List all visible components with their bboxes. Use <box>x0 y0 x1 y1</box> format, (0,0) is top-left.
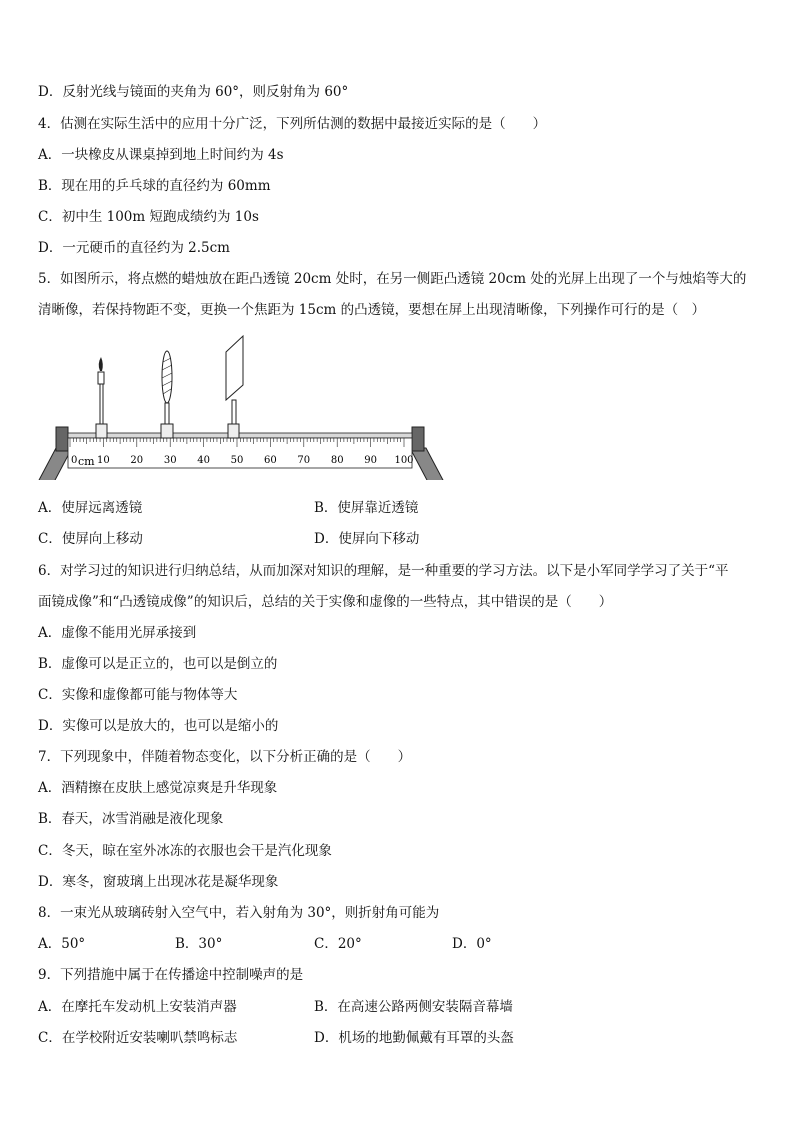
q6-option-d: D．实像可以是放大的，也可以是缩小的 <box>38 718 279 734</box>
right-leg <box>410 448 444 480</box>
ruler-tick-label: 60 <box>264 455 277 466</box>
ruler-tick-label: 40 <box>197 455 210 466</box>
ruler-tick-label: 90 <box>364 455 377 466</box>
q8-option-a: A．50° <box>38 936 86 952</box>
candle <box>96 357 107 438</box>
ruler-unit: cm <box>78 455 95 468</box>
q4-option-c: C．初中生 100m 短跑成绩约为 10s <box>38 209 259 225</box>
q5-stem-line1: 5．如图所示，将点燃的蜡烛放在距凸透镜 20cm 处时，在另一侧距凸透镜 20cm 处的光屏上出现了一个与烛焰等大的 <box>38 271 747 287</box>
q4-option-b: B．现在用的乒乓球的直径约为 60mm <box>38 178 271 194</box>
ruler-tick-label: 10 <box>97 455 110 466</box>
q6-option-c: C．实像和虚像都可能与物体等大 <box>38 687 238 703</box>
screen-panel <box>226 336 243 400</box>
q9-option-d: D．机场的地勤佩戴有耳罩的头盔 <box>314 1030 514 1046</box>
q6-option-a: A．虚像不能用光屏承接到 <box>38 625 197 641</box>
q9-option-a: A．在摩托车发动机上安装消声器 <box>38 999 237 1015</box>
q9-option-b: B．在高速公路两侧安装隔音幕墙 <box>314 999 513 1015</box>
q3-option-d: D．反射光线与镜面的夹角为 60°，则反射角为 60° <box>38 84 349 100</box>
screen-holder <box>228 424 239 438</box>
ruler-tick-label: 80 <box>330 455 344 466</box>
q7-option-d: D．寒冬，窗玻璃上出现冰花是凝华现象 <box>38 874 279 890</box>
right-end-block <box>412 427 424 451</box>
q8-option-b: B．30° <box>175 936 223 952</box>
screen-stand <box>232 400 236 424</box>
q7-stem: 7．下列现象中，伴随着物态变化，以下分析正确的是（ ） <box>38 749 412 765</box>
ruler-tick-label: 70 <box>297 455 311 466</box>
ruler-tick-label: 30 <box>163 455 177 466</box>
q5-option-d: D．使屏向下移动 <box>314 531 420 547</box>
q5-option-a: A．使屏远离透镜 <box>38 500 143 516</box>
light-screen <box>226 336 243 438</box>
ruler-tick-label: 0 <box>71 455 78 466</box>
q4-option-d: D．一元硬币的直径约为 2.5cm <box>38 240 230 256</box>
q5-option-c: C．使屏向上移动 <box>38 531 143 547</box>
optical-bench-figure <box>36 330 446 480</box>
q4-stem: 4．估测在实际生活中的应用十分广泛，下列所估测的数据中最接近实际的是（ ） <box>38 116 547 132</box>
q8-stem: 8．一束光从玻璃砖射入空气中，若入射角为 30°，则折射角可能为 <box>38 905 440 921</box>
lens-stand <box>165 403 169 424</box>
flame-icon <box>99 357 103 371</box>
q8-option-d: D．0° <box>452 936 492 952</box>
left-leg <box>38 448 72 480</box>
bench-rail <box>68 433 412 438</box>
q5-option-b: B．使屏靠近透镜 <box>314 500 419 516</box>
q6-stem-line1: 6．对学习过的知识进行归纳总结，从而加深对知识的理解，是一种重要的学习方法。以下是小军同学学习了关于“平 <box>38 563 729 579</box>
q9-stem: 9．下列措施中属于在传播途中控制噪声的是 <box>38 967 304 983</box>
ruler-tick-label: 20 <box>130 455 144 466</box>
q6-stem-line2: 面镜成像”和“凸透镜成像”的知识后，总结的关于实像和虚像的一些特点，其中错误的是（ ） <box>38 594 613 610</box>
q6-option-b: B．虚像可以是正立的，也可以是倒立的 <box>38 656 278 672</box>
q7-option-b: B．春天，冰雪消融是液化现象 <box>38 811 224 827</box>
q7-option-a: A．酒精擦在皮肤上感觉凉爽是升华现象 <box>38 780 278 796</box>
candle-holder <box>96 424 107 438</box>
q8-option-c: C．20° <box>314 936 362 952</box>
ruler-tick-label: 50 <box>230 455 244 466</box>
q9-option-c: C．在学校附近安装喇叭禁鸣标志 <box>38 1030 238 1046</box>
candle-stand <box>100 384 103 424</box>
lens-holder <box>161 424 173 438</box>
q4-option-a: A．一块橡皮从课桌掉到地上时间约为 4s <box>38 147 284 163</box>
q7-option-c: C．冬天，晾在室外冰冻的衣服也会干是汽化现象 <box>38 843 332 859</box>
left-end-block <box>56 427 68 451</box>
convex-lens <box>161 351 173 438</box>
candle-wax <box>98 372 104 384</box>
q5-stem-line2: 清晰像，若保持物距不变，更换一个焦距为 15cm 的凸透镜，要想在屏上出现清晰像，下列操作可行的是（ ） <box>38 302 706 318</box>
ruler-tick-label: 100 <box>394 455 414 466</box>
